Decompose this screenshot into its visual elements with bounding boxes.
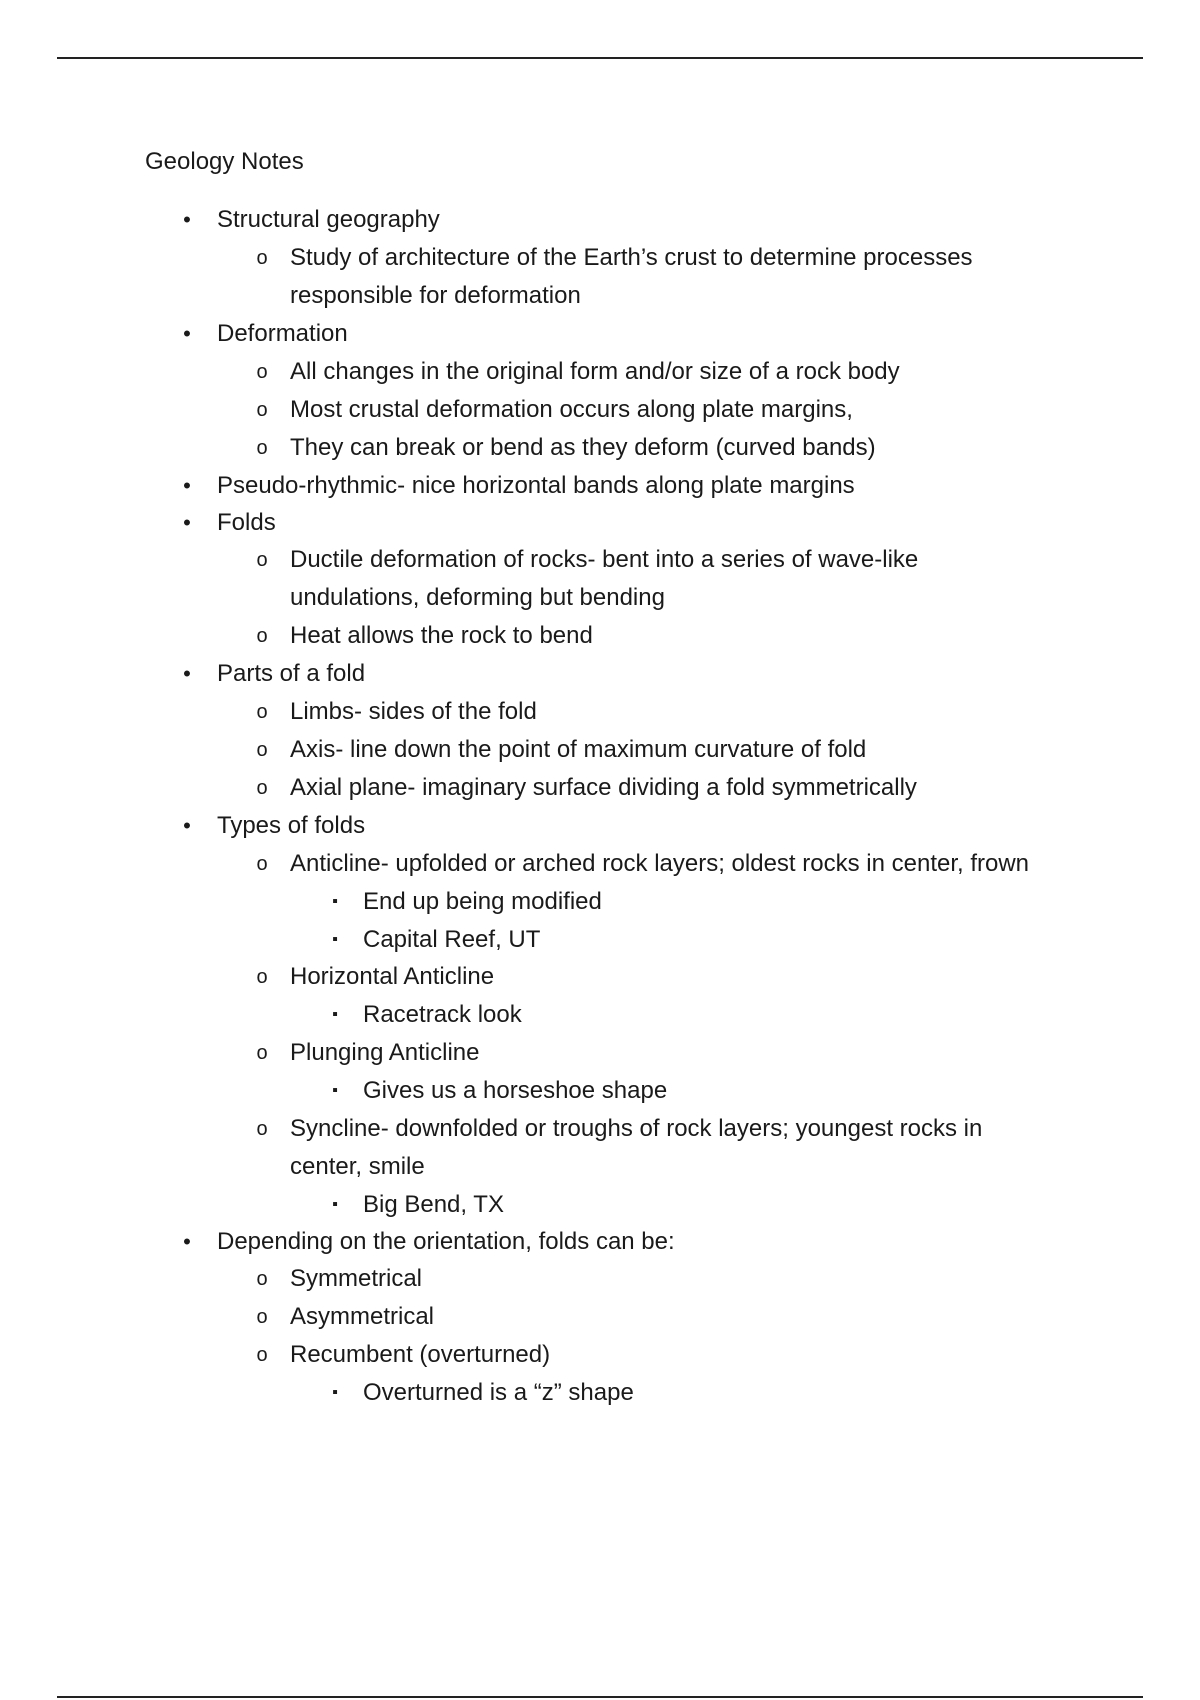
list-item-text: Big Bend, TX	[363, 1191, 504, 1218]
bullet-disc-icon: •	[183, 813, 191, 838]
bullet-circle-icon: o	[256, 1268, 268, 1290]
list-item	[0, 1336, 1200, 1374]
list-item-text: Pseudo-rhythmic- nice horizontal bands along plate margins	[217, 472, 855, 499]
bullet-circle-icon: o	[256, 1118, 268, 1140]
list-item-text: Recumbent (overturned)	[290, 1341, 551, 1368]
list-item	[0, 1072, 1200, 1110]
list-item	[0, 504, 1200, 541]
page-title: Geology Notes	[145, 148, 304, 175]
list-item-text: Asymmetrical	[290, 1303, 435, 1330]
list-item-text: Horizontal Anticline	[290, 963, 495, 990]
bullet-disc-icon: •	[183, 661, 191, 686]
list-item-text: Parts of a fold	[217, 660, 366, 687]
list-item	[0, 1034, 1200, 1072]
list-item	[0, 921, 1200, 958]
bullet-circle-icon: o	[256, 1344, 268, 1366]
list-item-text: Depending on the orientation, folds can be:	[217, 1228, 675, 1255]
list-item	[0, 731, 1200, 769]
list-item-text: Syncline- downfolded or troughs of rock layers; youngest rocks in center, smile	[290, 1115, 983, 1180]
list-item-text: Racetrack look	[363, 1001, 522, 1028]
bullet-circle-icon: o	[256, 399, 268, 421]
list-item-text: Types of folds	[217, 812, 366, 839]
bullet-square-icon: ▪	[332, 931, 338, 948]
list-item	[0, 655, 1200, 693]
list-item	[0, 201, 1200, 239]
list-item-text: Study of architecture of the Earth’s crust to determine processes responsible for deformation	[290, 244, 973, 309]
list-item-text: Folds	[217, 509, 276, 536]
list-item	[0, 541, 1200, 617]
list-item	[0, 958, 1200, 996]
footer-rule	[57, 1696, 1143, 1698]
list-item	[0, 1260, 1200, 1298]
list-item-text: Ductile deformation of rocks- bent into a series of wave-like undulations, deforming but bending	[290, 546, 919, 611]
bullet-circle-icon: o	[256, 1306, 268, 1328]
list-item-text: Axis- line down the point of maximum curvature of fold	[290, 736, 867, 763]
bullet-circle-icon: o	[256, 437, 268, 459]
list-item	[0, 1186, 1200, 1223]
list-item-text: Structural geography	[217, 206, 440, 233]
list-item	[0, 693, 1200, 731]
list-item-text: Anticline- upfolded or arched rock layers; oldest rocks in center, frown	[290, 850, 1030, 877]
notes-outline	[0, 201, 1200, 1412]
bullet-disc-icon: •	[183, 321, 191, 346]
bullet-circle-icon: o	[256, 625, 268, 647]
list-item	[0, 883, 1200, 921]
bullet-square-icon: ▪	[332, 1196, 338, 1213]
list-item	[0, 769, 1200, 807]
list-item-text: Symmetrical	[290, 1265, 423, 1292]
list-item	[0, 1298, 1200, 1336]
list-item-text: Capital Reef, UT	[363, 926, 541, 953]
list-item	[0, 1374, 1200, 1412]
bullet-disc-icon: •	[183, 207, 191, 232]
bullet-circle-icon: o	[256, 701, 268, 723]
bullet-circle-icon: o	[256, 777, 268, 799]
list-item-text: Gives us a horseshoe shape	[363, 1077, 668, 1104]
list-item	[0, 845, 1200, 883]
list-item	[0, 617, 1200, 655]
list-item-text: Axial plane- imaginary surface dividing a fold symmetrically	[290, 774, 917, 801]
header-rule	[57, 57, 1143, 59]
bullet-disc-icon: •	[183, 473, 191, 498]
bullet-circle-icon: o	[256, 549, 268, 571]
list-item-text: Most crustal deformation occurs along plate margins,	[290, 396, 853, 423]
bullet-square-icon: ▪	[332, 1082, 338, 1099]
list-item-text: All changes in the original form and/or size of a rock body	[290, 358, 900, 385]
list-item	[0, 807, 1200, 845]
bullet-circle-icon: o	[256, 247, 268, 269]
list-item-text: Limbs- sides of the fold	[290, 698, 537, 725]
list-item	[0, 1110, 1200, 1186]
list-item	[0, 996, 1200, 1034]
list-item	[0, 429, 1200, 467]
bullet-circle-icon: o	[256, 739, 268, 761]
bullet-square-icon: ▪	[332, 1006, 338, 1023]
list-item	[0, 239, 1200, 315]
bullet-disc-icon: •	[183, 510, 191, 535]
list-item	[0, 315, 1200, 353]
list-item-text: Plunging Anticline	[290, 1039, 480, 1066]
list-item	[0, 1223, 1200, 1260]
list-item	[0, 353, 1200, 391]
bullet-circle-icon: o	[256, 966, 268, 988]
list-item	[0, 467, 1200, 504]
bullet-square-icon: ▪	[332, 1384, 338, 1401]
list-item-text: End up being modified	[363, 888, 602, 915]
list-item-text: Deformation	[217, 320, 348, 347]
list-item-text: Overturned is a “z” shape	[363, 1379, 634, 1406]
bullet-square-icon: ▪	[332, 893, 338, 910]
bullet-disc-icon: •	[183, 1229, 191, 1254]
bullet-circle-icon: o	[256, 361, 268, 383]
bullet-circle-icon: o	[256, 1042, 268, 1064]
list-item-text: Heat allows the rock to bend	[290, 622, 593, 649]
list-item	[0, 391, 1200, 429]
list-item-text: They can break or bend as they deform (curved bands)	[290, 434, 876, 461]
bullet-circle-icon: o	[256, 853, 268, 875]
